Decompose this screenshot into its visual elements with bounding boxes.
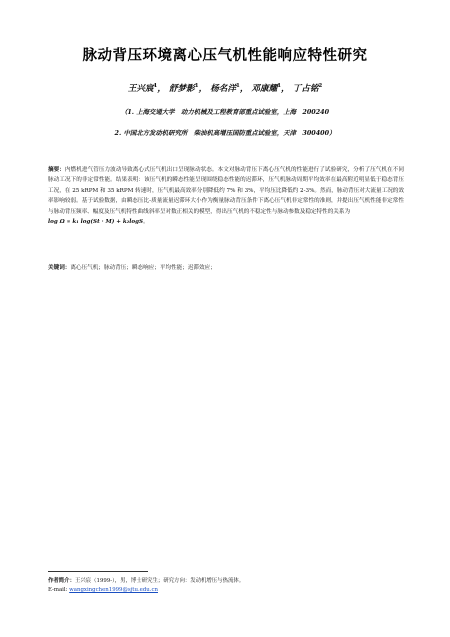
author-footnote <box>48 577 404 595</box>
footnote-label: 作者简介： <box>48 578 75 584</box>
author-name: 杨名洋 <box>210 84 236 94</box>
affiliation-2: 2. 中国北方发动机研究所 柴油机高增压国防重点试验室，天津 300400） <box>114 129 336 137</box>
author-affiliation-mark: 2 <box>318 83 323 90</box>
author-list: 王兴宸$^1$， 舒梦影$^1$， 杨名洋$^1$， 邓康耀$^1$， 丁占铭$^2$ <box>127 83 323 94</box>
author-name: 王兴宸 <box>127 84 154 94</box>
abstract-label: 摘要： <box>48 167 65 173</box>
keywords <box>48 263 404 273</box>
footnote-divider <box>48 571 148 572</box>
author-name: 丁占铭 <box>292 84 319 94</box>
author-name: 舒梦影 <box>168 84 195 94</box>
author-affiliation-mark: 1 <box>277 83 282 90</box>
abstract-formula-end: 。 <box>143 219 149 226</box>
email-link[interactable]: wangxingchen1999@sjtu.edu.cn <box>69 587 158 593</box>
abstract <box>48 165 404 227</box>
author-affiliation-mark: 1 <box>235 83 240 90</box>
author-affiliation-mark: 1 <box>194 83 199 90</box>
author-name: 邓康耀 <box>251 84 278 94</box>
paper-title: 脉动背压环境离心压气机性能响应特性研究 <box>82 48 368 64</box>
author-affiliation-mark: 1 <box>153 83 158 90</box>
email-label: E-mail: <box>48 587 70 593</box>
keywords-label: 关键词： <box>48 265 71 271</box>
affiliation-1: （1. 上海交通大学 动力机械及工程教育部重点试验室，上海 200240 <box>120 108 330 116</box>
abstract-formula: log Ω ∝ k₁ log(St · M) + k₂logS <box>48 219 144 226</box>
footnote-text: 王兴宸（1999-），男，博士研究生；研究方向：发动机增压与热流体。 <box>74 578 245 584</box>
keywords-text: 离心压气机；脉动背压；瞬态响应；平均性能；迟滞效应； <box>70 265 216 271</box>
abstract-text: 内燃机进气管压力波动导致离心式压气机出口呈现脉动状态。本文对脉动背压下离心压气机的性能进行了试验研究，分析了压气机在不同脉动工况下的非定常性能。结果表明：该压气机的瞬态性能呈现围绕稳态性能的迟滞环，压气机脉动周期平均效率在最高附近明显低于稳态背压工况，在 25 kRPM 和 35 kRPM 转速时，压气机最高效率分别降低约 7% 和 3%，平均压比降低约 2-3%。然而，脉动背压对大流量工况的效率影响较弱。基于试验数据，由瞬态压比-质量流量迟滞环大小作为衡量脉动背压条件下离心压气机非定常性的准则，并提出压气机性能非定常性与脉动背压频率、幅度及压气机特性曲线斜率呈对数正相关的模型，得出压气机的不稳定性与脉动参数及稳定特性的关系为 <box>48 167 404 215</box>
